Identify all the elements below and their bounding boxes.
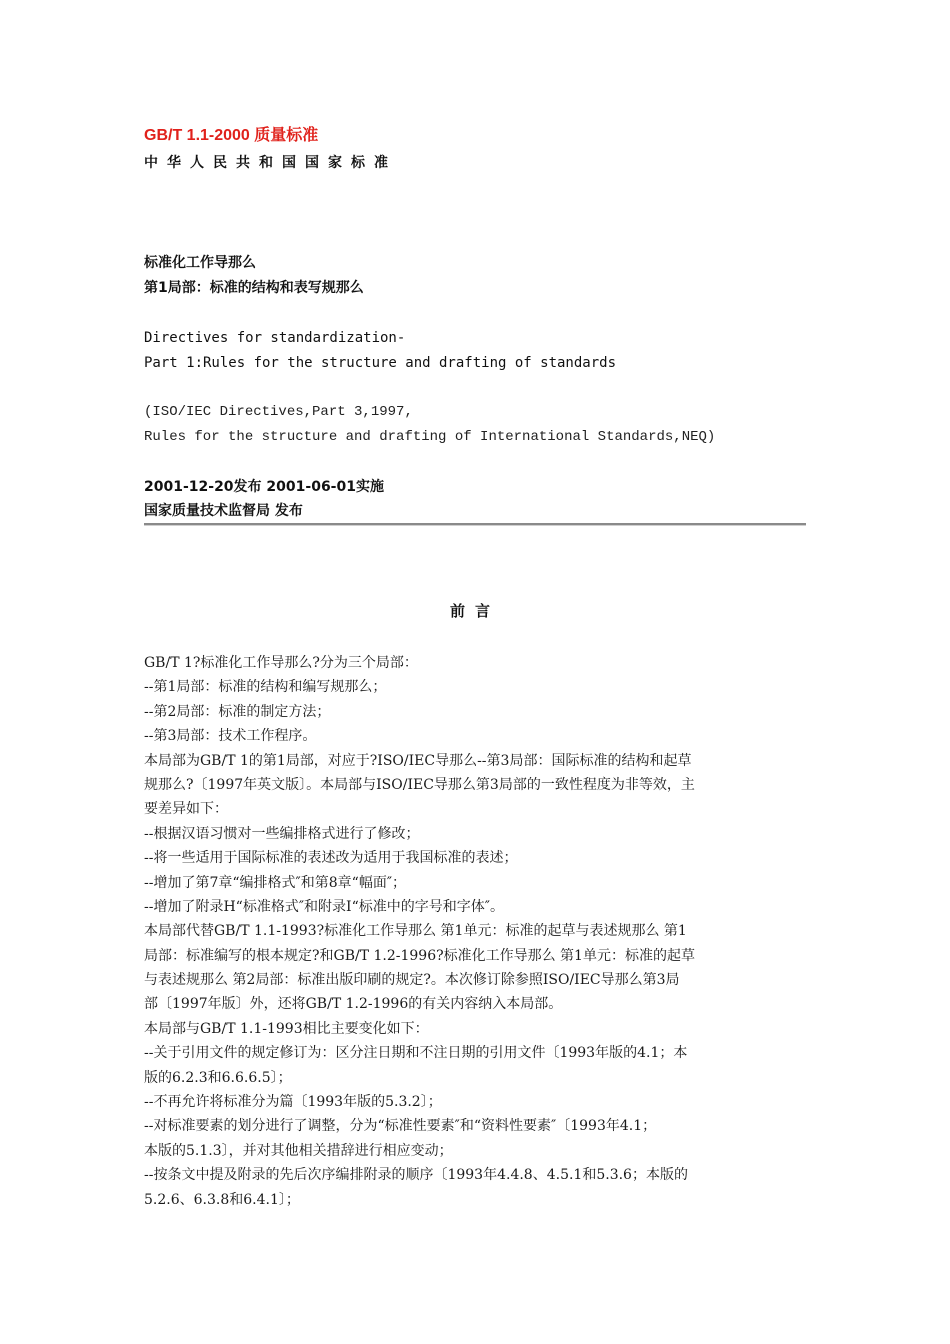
preface-line: --不再允许将标准分为篇〔1993年版的5.3.2〕； [144,1094,442,1111]
preface-line: --对标准要素的划分进行了调整，分为“标准性要素″和“资料性要素″〔1993年4.1； [144,1118,657,1135]
preface-heading: 前言 [449,602,500,620]
preface-line: 要差异如下： [144,801,228,818]
preface-line: GB/T 1?标准化工作导那么?分为三个局部： [144,655,418,671]
preface-line: --按条文中提及附录的先后次序编排附录的顺序〔1993年4.4.8、4.5.1和5.3.6；本版的 [144,1167,688,1184]
national-standard-label: 中华人民共和国国家标准 [144,155,397,171]
preface-line: 与表述规那么 第2局部：标准出版印刷的规定?。本次修订除参照ISO/IEC导那么第3局 [144,972,680,989]
preface-line: --根据汉语习惯对一些编排格式进行了修改； [144,825,420,842]
preface-line: 版的6.2.3和6.6.6.5〕； [144,1069,292,1086]
preface-line: 部〔1997年版〕外，还将GB/T 1.2-1996的有关内容纳入本局部。 [144,996,563,1013]
preface-line: --第3局部：技术工作程序。 [144,728,317,745]
preface-line: --增加了附录H“标准格式″和附录I“标准中的字号和字体″。 [144,898,504,915]
preface-line: --第1局部：标准的结构和编写规那么； [144,679,387,696]
preface-line: --关于引用文件的规定修订为：区分注日期和不注日期的引用文件〔1993年版的4.1；本 [144,1045,688,1062]
preface-line: 本局部与GB/T 1.1-1993相比主要变化如下： [144,1020,429,1037]
preface-line: --增加了第7章“编排格式″和第8章“幅面″； [144,874,407,891]
preface-line: --第2局部：标准的制定方法； [144,703,331,720]
preface-line: 局部：标准编写的根本规定?和GB/T 1.2-1996?标准化工作导那么 第1单元：标准的起草 [144,947,695,964]
preface-line: 本局部为GB/T 1的第1局部，对应于?ISO/IEC导那么--第3局部：国际标准的结构和起草 [144,752,692,769]
title-en-line2: Part 1:Rules for the structure and drafting of standards [144,355,617,371]
title-cn-line2: 第1局部：标准的结构和表写规那么 [144,280,364,296]
document-title: GB/T 1.1-2000 质量标准 [144,127,319,144]
preface-line: 规那么?〔1997年英文版〕。本局部与ISO/IEC导那么第3局部的一致性程度为非等效，主 [144,776,695,793]
preface-line: --将一些适用于国际标准的表述改为适用于我国标准的表述； [144,850,518,867]
title-cn-line1: 标准化工作导那么 [144,255,256,271]
preface-body [144,651,806,1212]
reference-line2: Rules for the structure and drafting of International Standards,NEQ) [144,429,716,445]
reference-line1: (ISO/IEC Directives,Part 3,1997, [144,404,413,420]
horizontal-rule [144,523,806,526]
preface-line: 本版的5.1.3〕，并对其他相关措辞进行相应变动； [144,1142,453,1159]
preface-line: 本局部代替GB/T 1.1-1993?标准化工作导那么 第1单元：标准的起草与表述规那么 第1 [144,923,687,940]
title-en-line1: Directives for standardization- [144,330,406,346]
publisher: 国家质量技术监督局 发布 [144,503,303,519]
preface-line: 5.2.6、6.3.8和6.4.1〕； [144,1191,300,1208]
issue-dates: 2001-12-20发布 2001-06-01实施 [144,479,384,495]
